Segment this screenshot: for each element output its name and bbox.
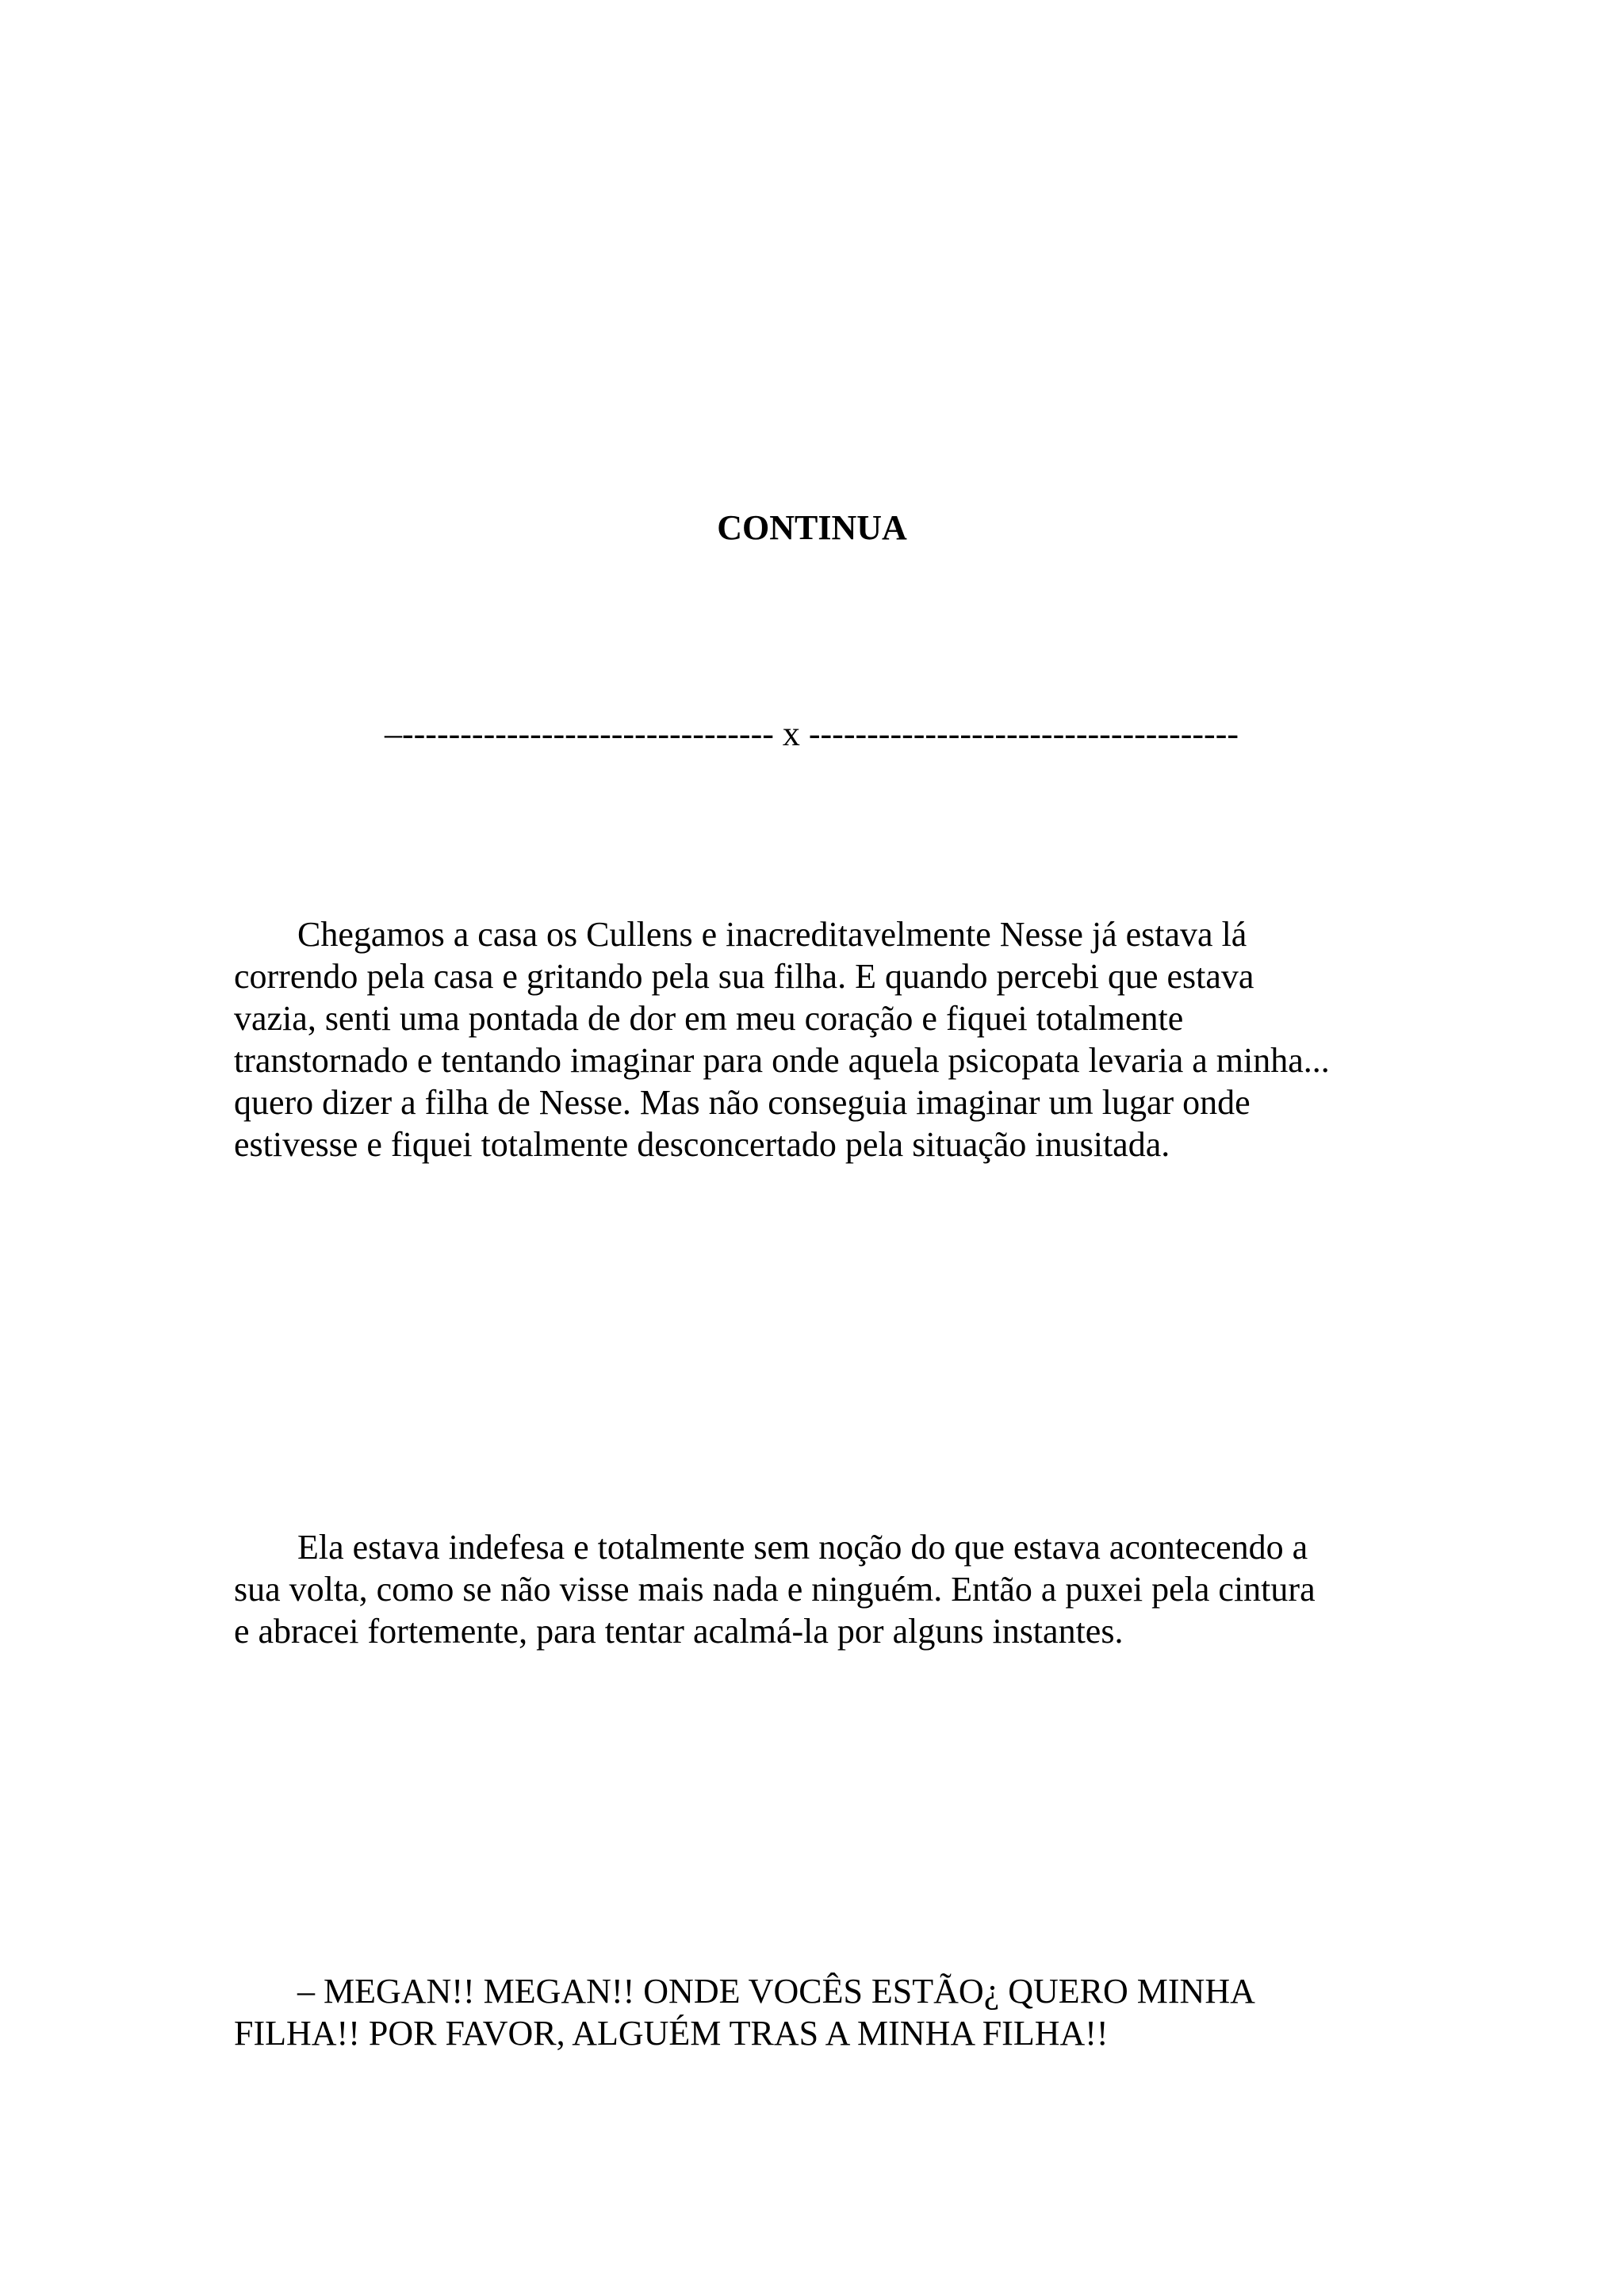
paragraph-line: correndo pela casa e gritando pela sua filha. E quando percebi que estava <box>234 957 1254 996</box>
paragraph-line: e abracei fortemente, para tentar acalmá-la por alguns instantes. <box>234 1612 1124 1651</box>
paragraph-line: Chegamos a casa os Cullens e inacreditavelmente Nesse já estava lá <box>297 915 1247 954</box>
paragraph-1 <box>234 913 1408 1165</box>
paragraph-line: vazia, senti uma pontada de dor em meu coração e fiquei totalmente <box>234 999 1184 1038</box>
section-separator: –-------------------------------- x ------------------------------------- <box>385 714 1239 753</box>
paragraph-line: quero dizer a filha de Nesse. Mas não conseguia imaginar um lugar onde <box>234 1083 1251 1122</box>
page-title: CONTINUA <box>717 508 907 547</box>
paragraph-line: sua volta, como se não visse mais nada e ninguém. Então a puxei pela cintura <box>234 1570 1316 1609</box>
paragraph-line: Ela estava indefesa e totalmente sem noção do que estava acontecendo a <box>297 1528 1308 1567</box>
paragraph-line: FILHA!! POR FAVOR, ALGUÉM TRAS A MINHA FILHA!! <box>234 2014 1109 2053</box>
paragraph-line: transtornado e tentando imaginar para onde aquela psicopata levaria a minha... <box>234 1041 1330 1080</box>
paragraph-3-dialogue <box>234 1970 1408 2054</box>
paragraph-2 <box>234 1526 1408 1652</box>
paragraph-line: – MEGAN!! MEGAN!! ONDE VOCÊS ESTÃO¿ QUERO MINHA <box>297 1972 1255 2011</box>
paragraph-line: estivesse e fiquei totalmente desconcertado pela situação inusitada. <box>234 1125 1170 1164</box>
